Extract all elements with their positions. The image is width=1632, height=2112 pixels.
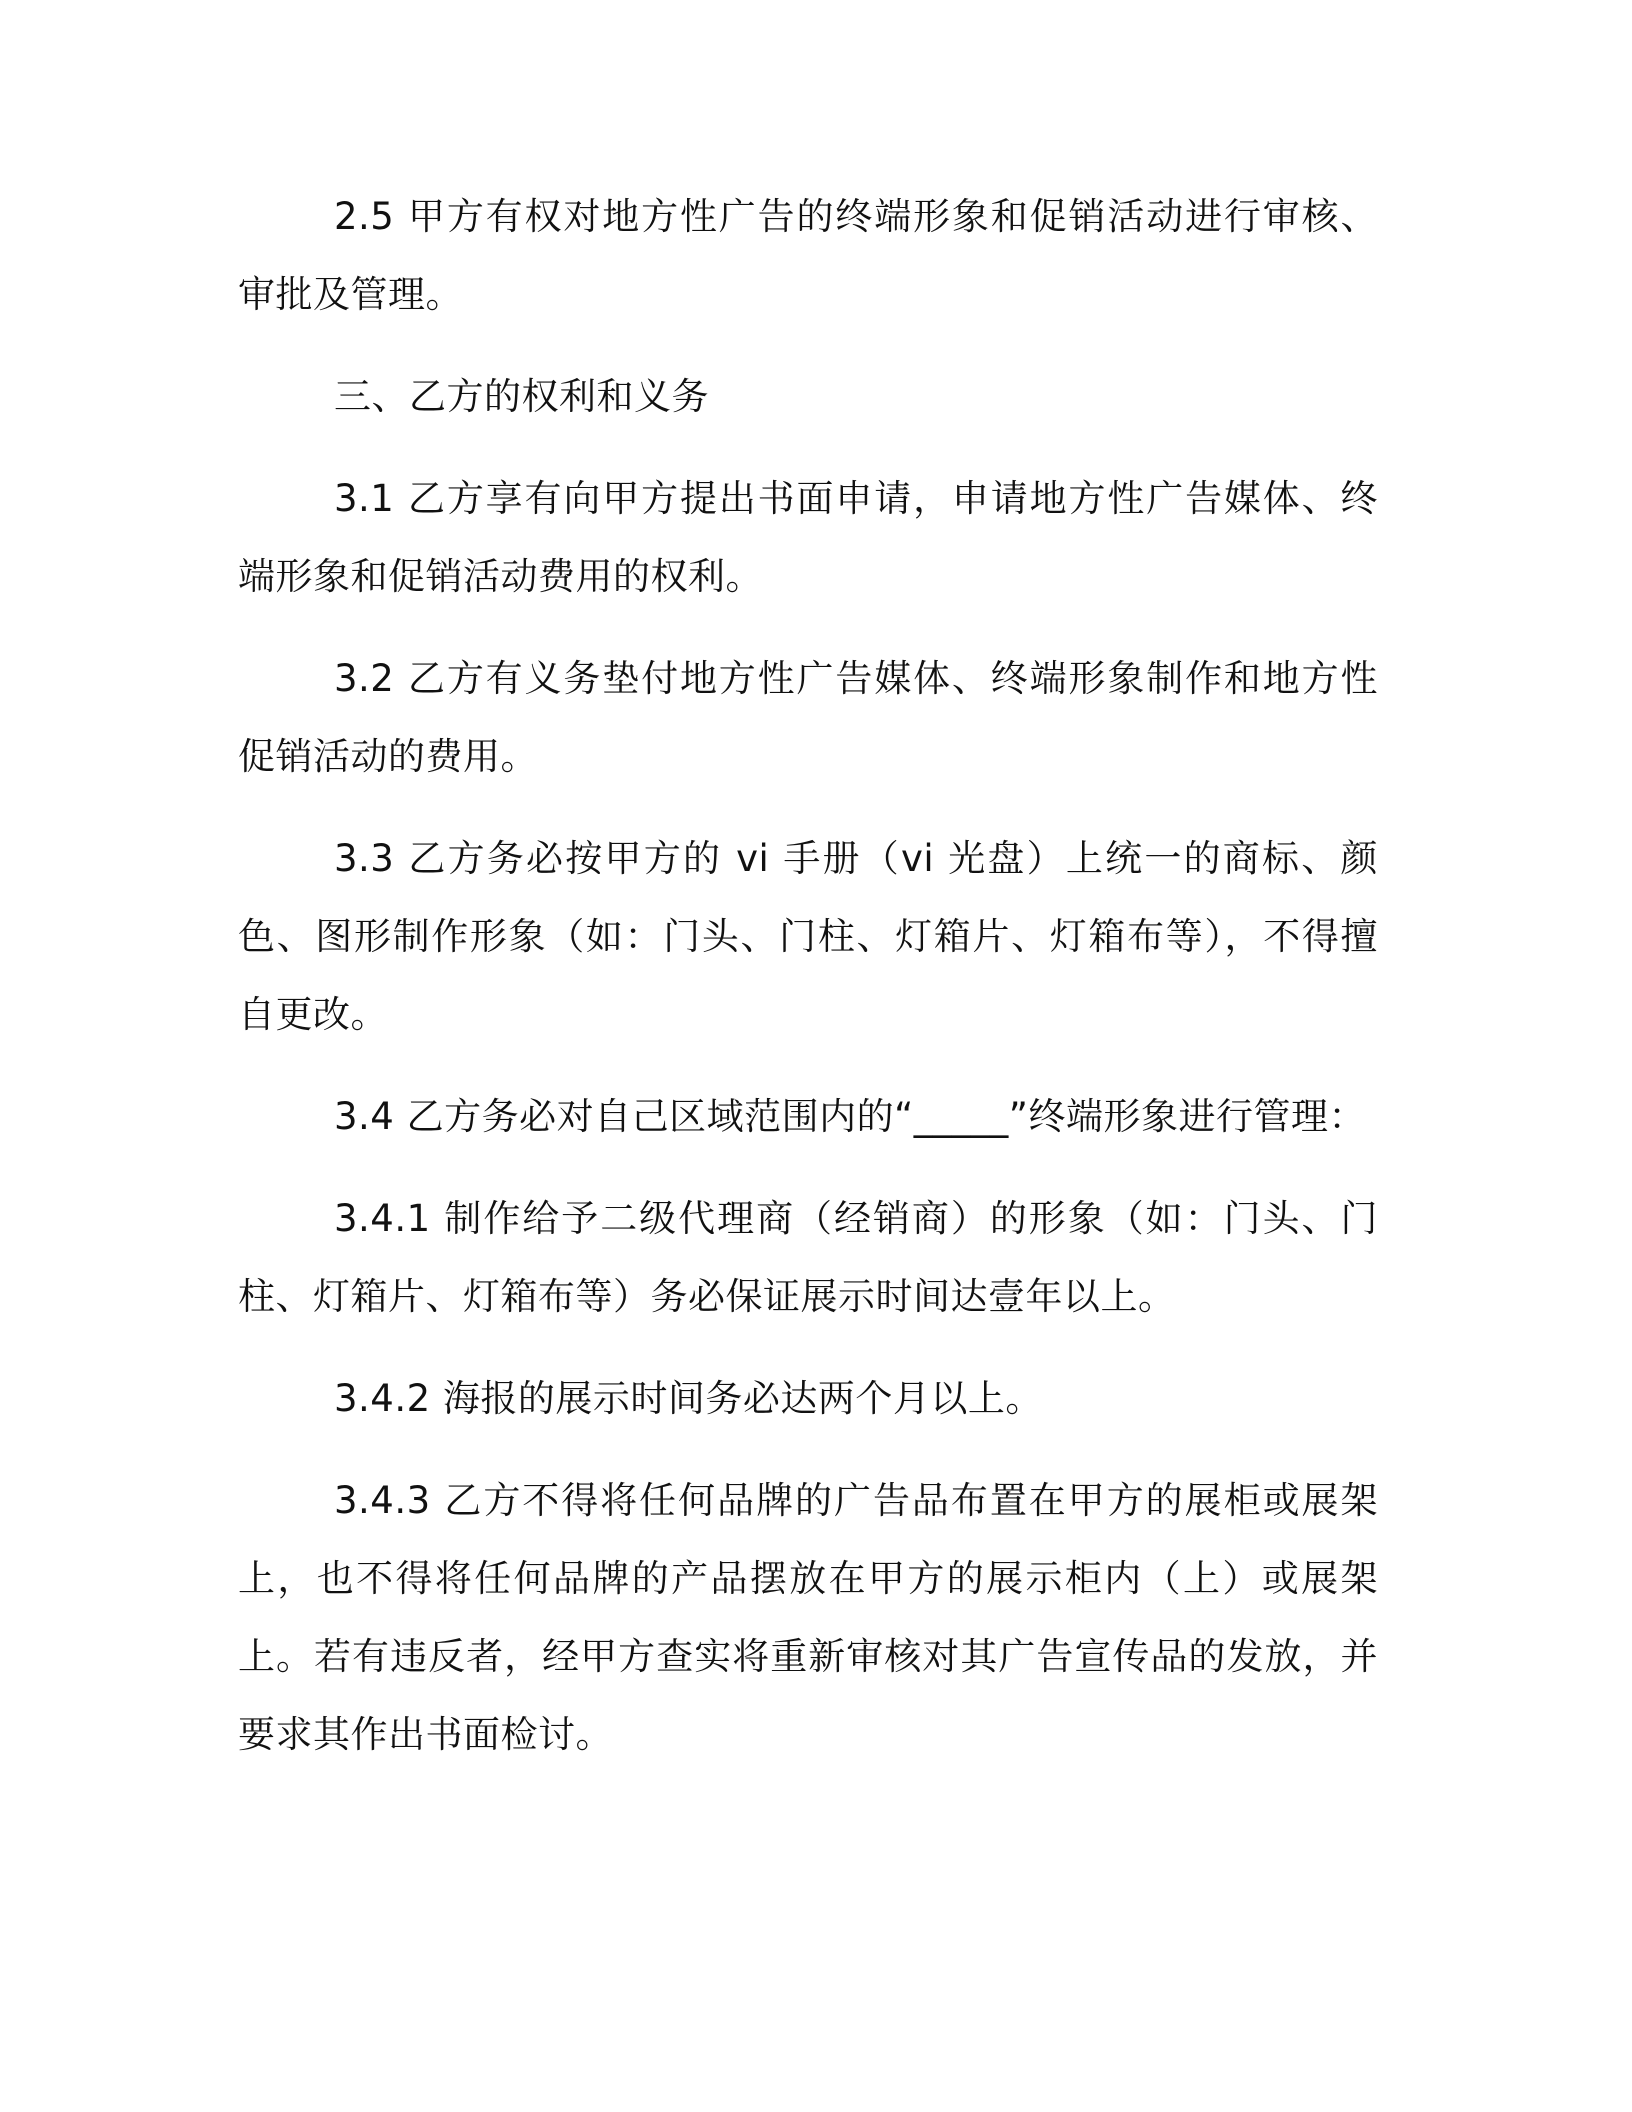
clause-3-4: 3.4 乙方务必对自己区域范围内的“_____”终端形象进行管理： (334, 1095, 1366, 1138)
section-heading-3: 三、乙方的权利和义务 (334, 375, 709, 418)
clause-3-4-2: 3.4.2 海报的展示时间务必达两个月以上。 (334, 1377, 1043, 1420)
clause-3-4-3: 3.4.3 乙方不得将任何品牌的广告品布置在甲方的展柜或展架上，也不得将任何品牌的产品摆放在甲方的展示柜内（上）或展架上。若有违反者，经甲方查实将重新审核对其广告宣传品的发放，并要求其作出书面检讨。 (238, 1479, 1378, 1756)
clause-3-3: 3.3 乙方务必按甲方的 vi 手册（vi 光盘）上统一的商标、颜色、图形制作形象（如：门头、门柱、灯箱片、灯箱布等），不得擅自更改。 (238, 837, 1378, 1036)
clause-3-1: 3.1 乙方享有向甲方提出书面申请，申请地方性广告媒体、终端形象和促销活动费用的权利。 (238, 477, 1378, 598)
clause-3-2: 3.2 乙方有义务垫付地方性广告媒体、终端形象制作和地方性促销活动的费用。 (238, 657, 1378, 778)
clause-3-4-1: 3.4.1 制作给予二级代理商（经销商）的形象（如：门头、门柱、灯箱片、灯箱布等）务必保证展示时间达壹年以上。 (238, 1197, 1378, 1318)
document-body (238, 178, 1378, 1774)
clause-2-5: 2.5 甲方有权对地方性广告的终端形象和促销活动进行审核、审批及管理。 (238, 195, 1378, 316)
